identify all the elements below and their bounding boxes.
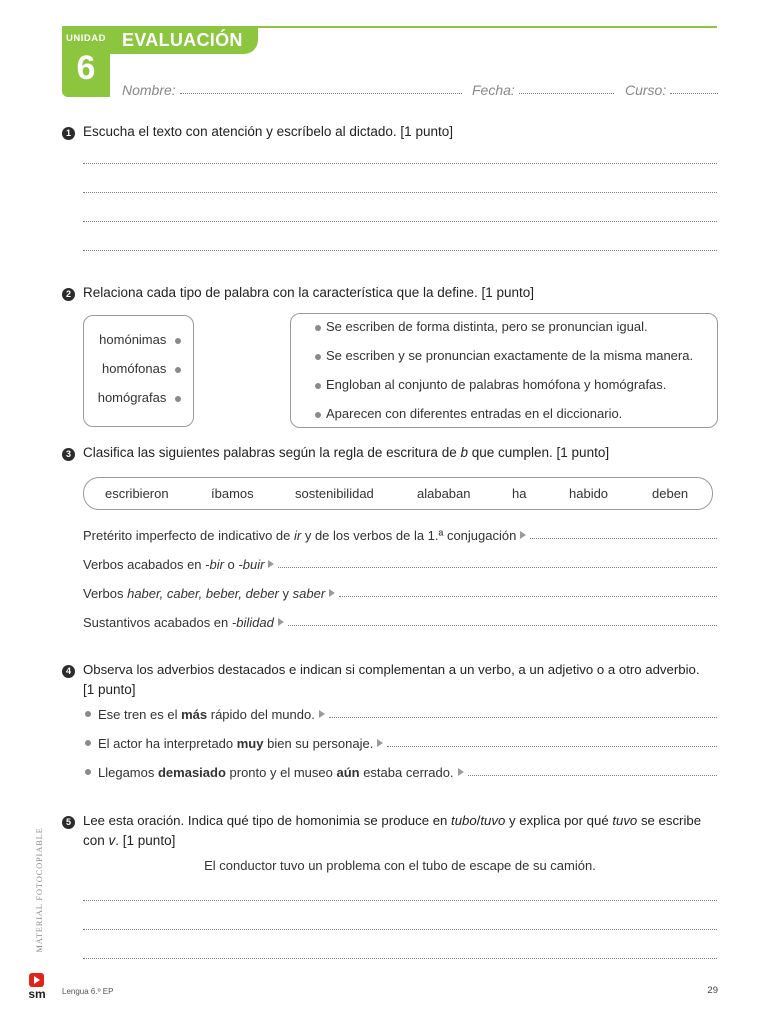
arrow-icon [377,739,383,747]
word-bank-item: deben [652,486,689,501]
bullet-icon [315,354,321,360]
answer-line[interactable] [83,192,717,193]
unit-badge [62,27,110,97]
rule-row[interactable]: Verbos haber, caber, beber, deber y saber [83,586,717,601]
bullet-icon [315,383,321,389]
rule-row[interactable]: Verbos acabados en -bir o -buir [83,557,717,572]
match-right-item[interactable]: Aparecen con diferentes entradas en el diccionario. [315,406,622,421]
word-bank-item: alababan [417,486,471,501]
bullet-icon [175,367,181,373]
answer-line[interactable] [83,221,717,222]
fecha-label: Fecha: [472,82,515,98]
answer-line[interactable] [83,250,717,251]
question-5-number: 5 [62,816,75,829]
question-5-text: Lee esta oración. Indica qué tipo de homonimia se produce en tubo/tuvo y explica por qué tuvo se escribe [83,813,702,828]
page-title: EVALUACIÓN [122,30,243,50]
arrow-icon [268,560,274,568]
match-left-item[interactable]: homógrafas [98,390,181,405]
bullet-icon [85,769,91,775]
arrow-icon [278,618,284,626]
question-4-number: 4 [62,665,75,678]
question-1-text: Escucha el texto con atención y escríbelo al dictado. [1 punto] [83,124,453,139]
answer-line[interactable] [83,958,717,959]
arrow-icon [458,768,464,776]
question-3-text: Clasifica las siguientes palabras según la regla de escritura de b que cumplen. [1 punto] [83,445,610,460]
sm-logo [26,973,48,1003]
definitions-box [290,313,718,428]
nombre-field[interactable] [122,82,462,98]
sentence-row[interactable]: Llegamos demasiado pronto y el museo aún estaba cerrado. [85,765,717,780]
sentence-row[interactable]: El actor ha interpretado muy bien su personaje. [85,736,717,751]
bullet-icon [175,396,181,402]
match-left-item[interactable]: homónimas [99,332,181,347]
word-bank-item: escribieron [105,486,169,501]
bullet-icon [85,740,91,746]
curso-label: Curso: [625,82,667,98]
arrow-icon [329,589,335,597]
word-bank-item: ha [512,486,527,501]
question-2-text: Relaciona cada tipo de palabra con la característica que la define. [1 punto] [83,285,535,300]
rule-row[interactable]: Pretérito imperfecto de indicativo de ir y de los verbos de la 1.ª conjugación [83,528,717,543]
unit-number: 6 [76,49,96,87]
match-right-item[interactable]: Se escriben y se pronuncian exactamente de la misma manera. [315,348,693,363]
answer-line[interactable] [83,163,717,164]
bullet-icon [175,338,181,344]
word-bank [83,477,713,510]
rule-row[interactable]: Sustantivos acabados en -bilidad [83,615,717,630]
fecha-field[interactable] [472,82,614,98]
arrow-icon [520,531,526,539]
title-tab [110,27,258,54]
question-3-number: 3 [62,448,75,461]
nombre-label: Nombre: [122,82,176,98]
unit-label: UNIDAD [66,33,106,44]
match-right-item[interactable]: Engloban al conjunto de palabras homófona y homógrafas. [315,377,666,392]
match-right-item[interactable]: Se escriben de forma distinta, pero se pronuncian igual. [315,319,648,334]
word-bank-item: habido [569,486,609,501]
example-sentence: El conductor tuvo un problema con el tubo de escape de su camión. [204,858,596,873]
sentence-row[interactable]: Ese tren es el más rápido del mundo. [85,707,717,722]
question-2-number: 2 [62,288,75,301]
question-1-number: 1 [62,127,75,140]
curso-field[interactable] [625,82,718,98]
arrow-icon [319,710,325,718]
play-logo-icon [29,973,44,987]
question-5-text-line2: con v. [1 punto] [83,833,176,848]
side-label: MATERIAL FOTOCOPIABLE [34,827,44,953]
answer-line[interactable] [83,929,717,930]
answer-line[interactable] [83,900,717,901]
bullet-icon [315,325,321,331]
match-left-item[interactable]: homófonas [102,361,181,376]
bullet-icon [315,412,321,418]
question-4-points: [1 punto] [83,682,136,697]
question-4-text: Observa los adverbios destacados e indican si complementan a un verbo, a un adjetivo o a otro adverbio. [83,662,700,677]
bullet-icon [85,711,91,717]
word-bank-item: íbamos [211,486,254,501]
word-bank-item: sostenibilidad [295,486,374,501]
word-types-box [83,315,194,427]
logo-text: sm [28,987,46,1001]
page-number: 29 [707,985,718,996]
book-title: Lengua 6.º EP [62,987,114,996]
